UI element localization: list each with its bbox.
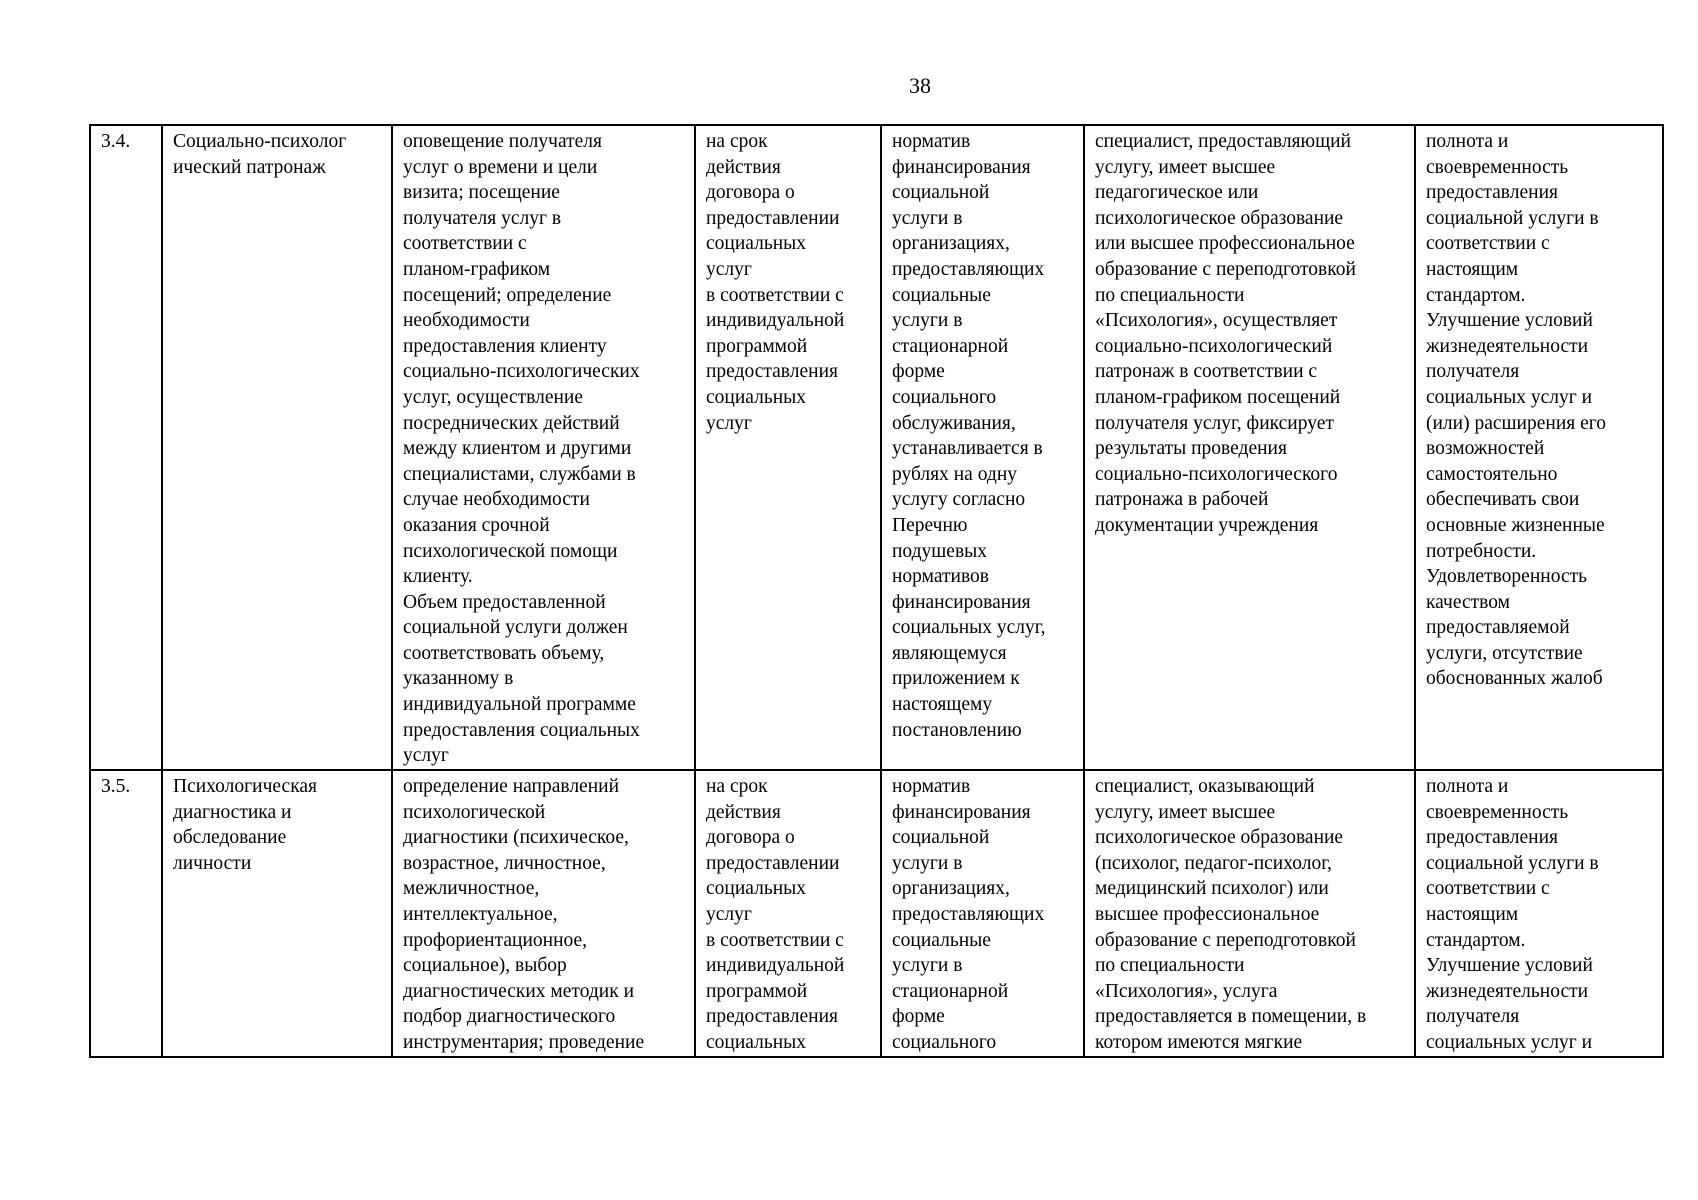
service-quality-cell: полнота и своевременность предоставления социальной услуги в соответствии с настоящим стандартом. Улучшение условий жизнедеятельности получателя социальных услуг и (или) расширения его возможностей самостоятельно обеспечивать свои основные жизненные потребности. Удовлетворенность качеством предоставляемой услуги, отсутствие обоснованных жалоб	[1415, 125, 1663, 770]
service-financing-cell: норматив финансирования социальной услуги в организациях, предоставляющих социальные услуги в стационарной форме социального	[881, 770, 1084, 1057]
service-content-cell: оповещение получателя услуг о времени и цели визита; посещение получателя услуг в соответствии с планом-графиком посещений; определение необходимости предоставления клиенту социально-психологических услуг, осуществление посреднических действий между клиентом и другими специалистами, службами в случае необходимости оказания срочной психологической помощи клиенту. Объем предоставленной социальной услуги должен соответствовать объему, указанному в индивидуальной программе предоставления социальных услуг	[392, 125, 695, 770]
service-term-cell: на срок действия договора о предоставлении социальных услуг в соответствии с индивидуальной программой предоставления социальных	[695, 770, 881, 1057]
service-financing-cell: норматив финансирования социальной услуги в организациях, предоставляющих социальные услуги в стационарной форме социального обслуживания, устанавливается в рублях на одну услугу согласно Перечню подушевых нормативов финансирования социальных услуг, являющемуся приложением к настоящему постановлению	[881, 125, 1084, 770]
service-content-cell: определение направлений психологической диагностики (психическое, возрастное, личностное, межличностное, интеллектуальное, профориентационное, социальное), выбор диагностических методик и подбор диагностического инструментария; проведение	[392, 770, 695, 1057]
table-row	[90, 770, 1663, 1057]
service-conditions-cell: специалист, оказывающий услугу, имеет высшее психологическое образование (психолог, педагог-психолог, медицинский психолог) или высшее профессиональное образование с переподготовкой по специальности «Психология», услуга предоставляется в помещении, в котором имеются мягкие	[1084, 770, 1415, 1057]
service-name-cell: Психологическая диагностика и обследование личности	[162, 770, 392, 1057]
service-number-cell: 3.4.	[90, 125, 162, 770]
page-number: 38	[909, 73, 931, 98]
table-row	[90, 125, 1663, 770]
service-quality-cell: полнота и своевременность предоставления социальной услуги в соответствии с настоящим стандартом. Улучшение условий жизнедеятельности получателя социальных услуг и	[1415, 770, 1663, 1057]
service-conditions-cell: специалист, предоставляющий услугу, имеет высшее педагогическое или психологическое образование или высшее профессиональное образование с переподготовкой по специальности «Психология», осуществляет социально-психологический патронаж в соответствии с планом-графиком посещений получателя услуг, фиксирует результаты проведения социально-психологического патронажа в рабочей документации учреждения	[1084, 125, 1415, 770]
services-table	[89, 124, 1664, 1058]
service-number-cell: 3.5.	[90, 770, 162, 1057]
service-name-cell: Социально-психолог ический патронаж	[162, 125, 392, 770]
service-term-cell: на срок действия договора о предоставлении социальных услуг в соответствии с индивидуальной программой предоставления социальных услуг	[695, 125, 881, 770]
